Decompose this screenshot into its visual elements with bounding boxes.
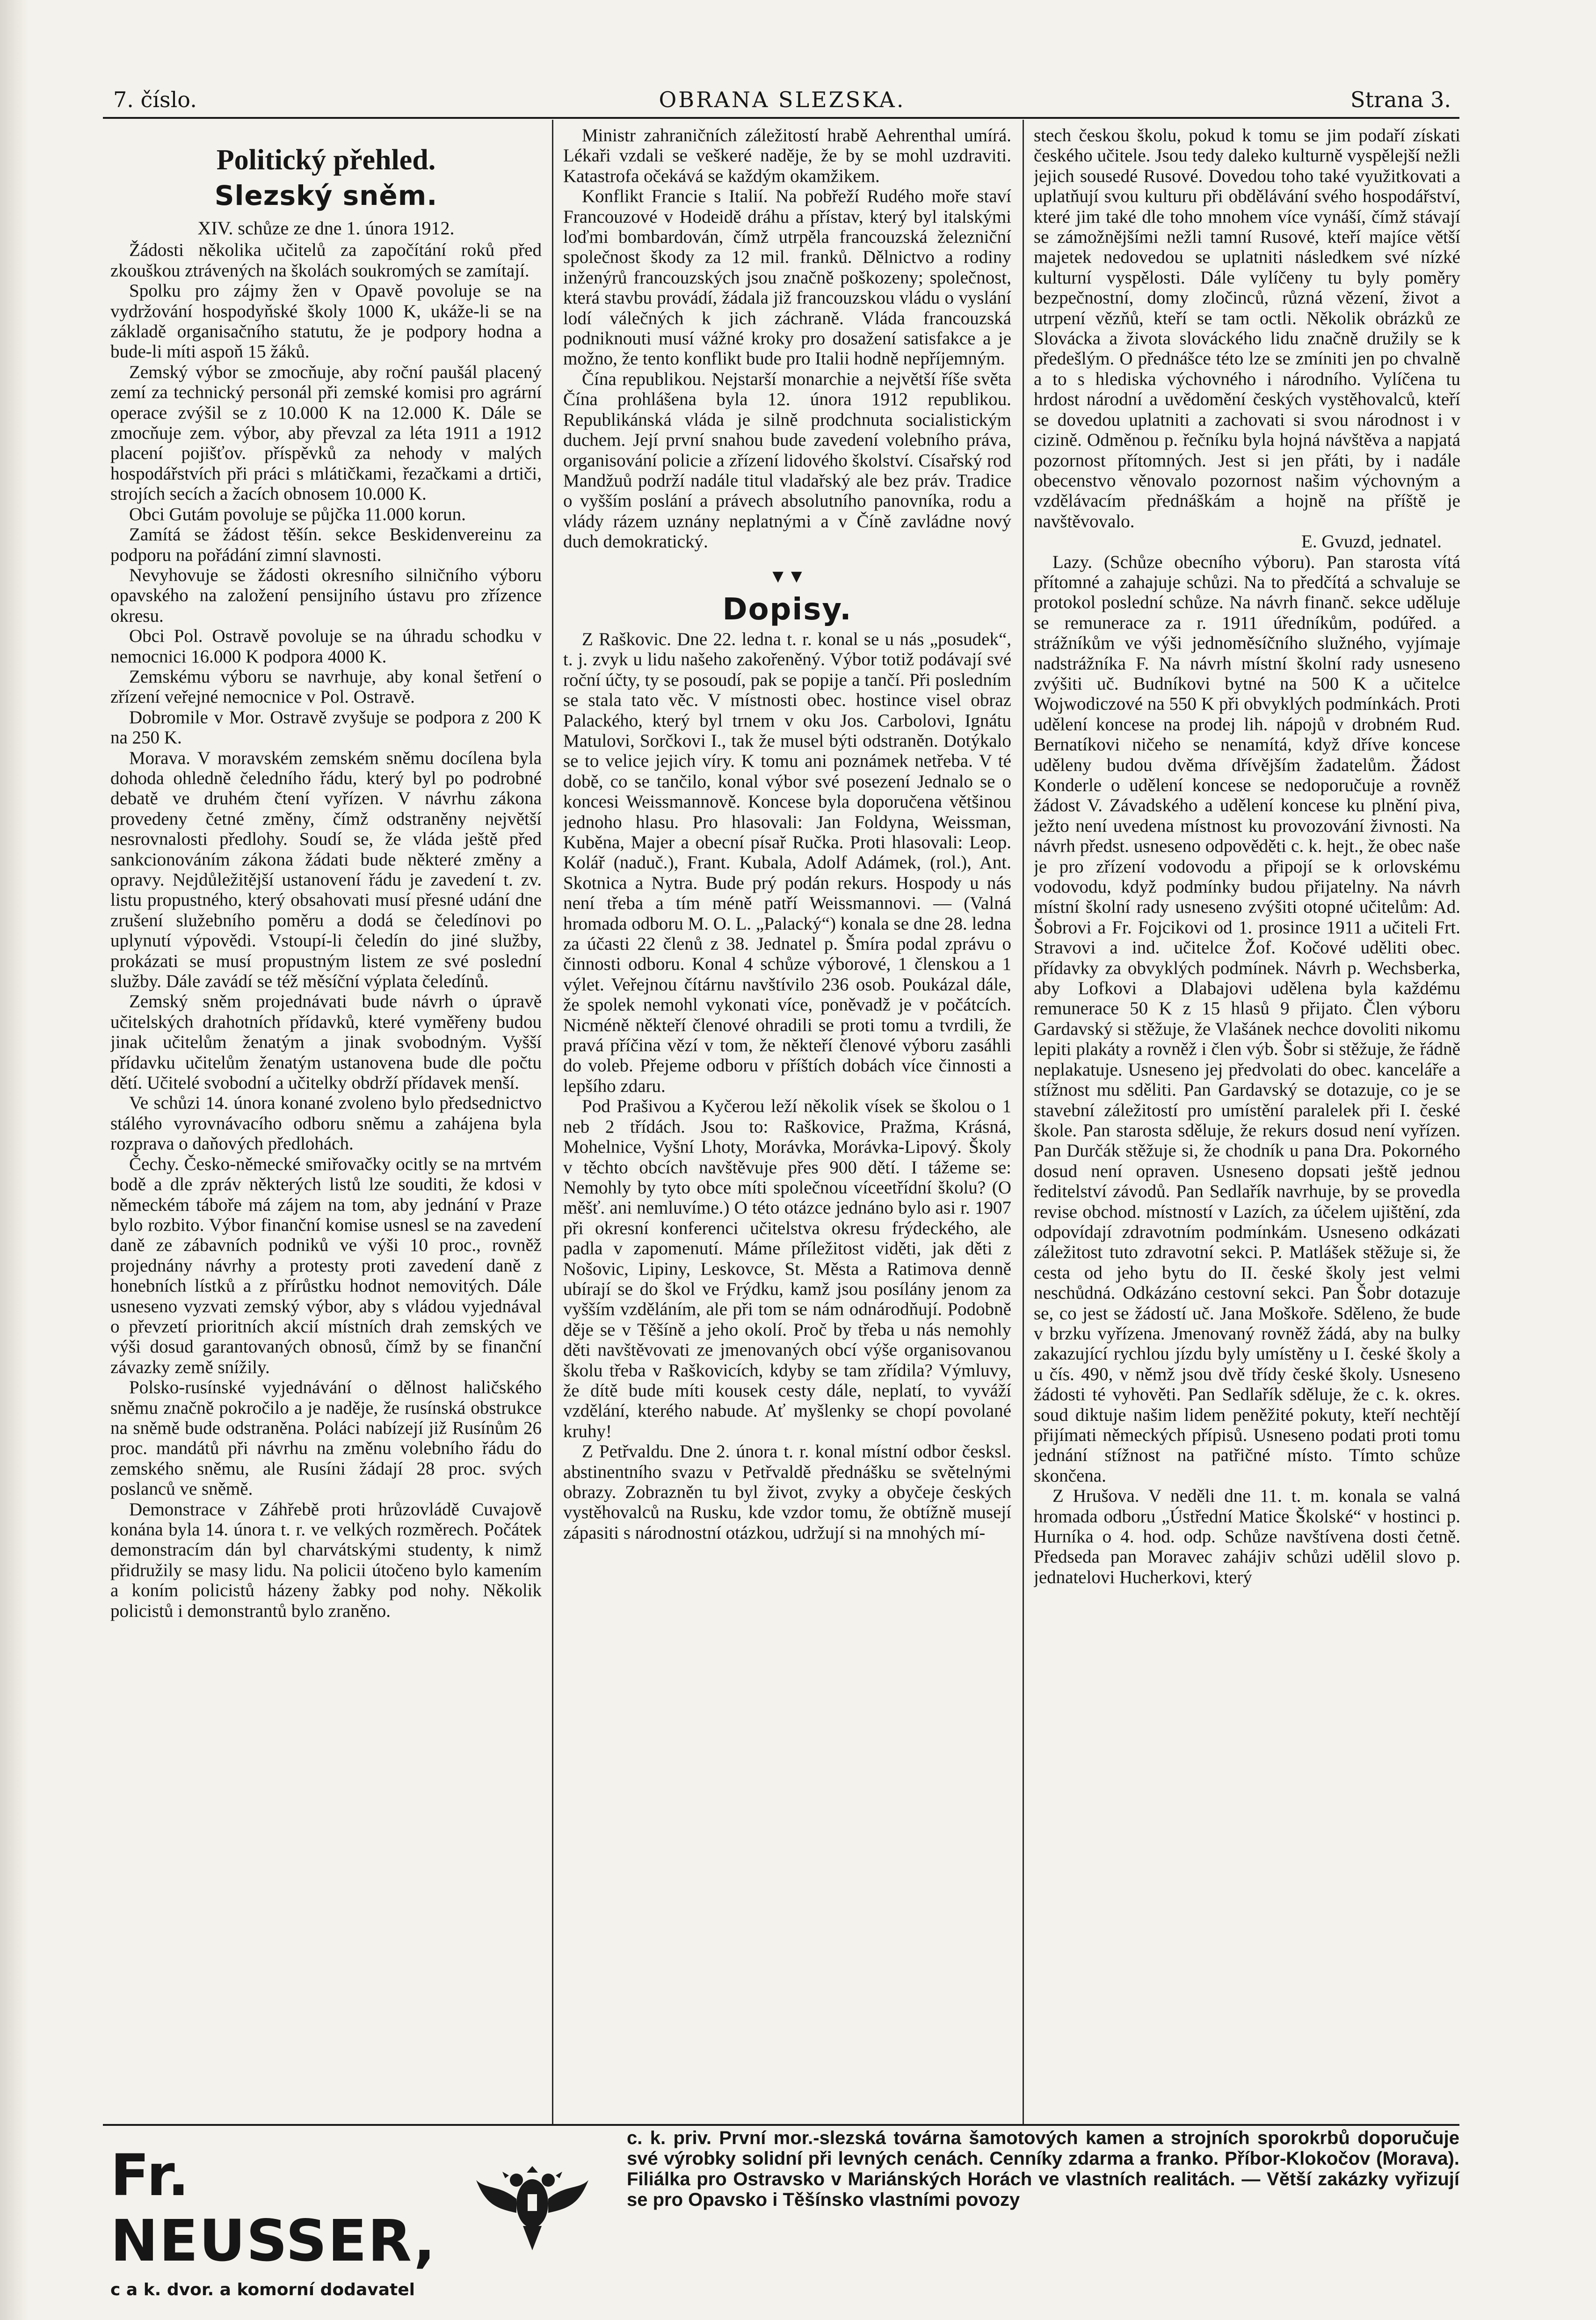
- double-headed-eagle-icon: [472, 2147, 593, 2260]
- page-number: Strana 3.: [1350, 87, 1451, 112]
- letter-paragraph: Z Hrušova. V neděli dne 11. t. m. konala se valná hromada odboru „Ústřední Matice Školské“ v hostinci p. Hurníka o 4. hod. odp. Schůze navštívena dosti četně. Předseda pan Moravec zahájiv schůzi udělil slovo p. jednatelovi Hucherkovi, který: [1034, 1486, 1460, 1587]
- article-paragraph: Nevyhovuje se žádosti okresního silničního výboru opavského na založení pensijního ústavu pro zřízence okresu.: [110, 565, 542, 626]
- article-paragraph: Čína republikou. Nejstarší monarchie a největší říše světa Čína prohlášena byla 12. února 1912 republikou. Republikánská vláda je silně prodchnuta socialistickým duchem. Její první snahou bude zavedení volebního práva, organisování policie a zřízení lidového školství. Císařský rod Mandžuů podrží nadále titul vladařský ale bez práv. Tradice o vyšším poslání a právech absolutního panovníka, rodu a vlády rázem uznány neplatnými a v Číně zavládne nový duch demokratický.: [563, 369, 1011, 552]
- article-paragraph: Ministr zahraničních záležitostí hrabě Aehrenthal umírá. Lékaři vzdali se veškeré naděje, že by se mohl uzdraviti. Katastrofa očekává se každým okamžikem.: [563, 125, 1011, 186]
- signature: E. Gvuzd, jednatel.: [1301, 531, 1442, 552]
- column-divider: [552, 120, 553, 2124]
- article-paragraph: Zemský výbor se zmocňuje, aby roční paušál placený zemí za technický personál při zemské komisi pro agrární operace zvýšil se z 10.000 K na 12.000 K. Dále se zmocňuje zem. výbor, aby převzal za léta 1911 a 1912 placení pojišťov. příspěvků za nehody v malých hospodářstvích při práci s mlátičkami, řezačkami a drtiči, strojích secích a žacích obnosem 10.000 K.: [110, 362, 542, 504]
- article-paragraph: Žádosti několika učitelů za započítání roků před zkouškou ztrávených na školách soukromých se zamítají.: [110, 240, 542, 281]
- advertisement-text: c. k. priv. První mor.-slezská továrna šamotových kamen a strojních sporokrbů doporučuje své výrobky solidní při levných cenách. Cenníky zdarma a franko. Příbor-Klokočov (Morava). Filiálka pro Ostravsko v Mariánských Horách ve vlastních realitách. — Větší zakázky vyřizují se pro Opavsko i Těšínsko vlastními povozy: [627, 2128, 1459, 2210]
- letter-paragraph: Lazy. (Schůze obecního výboru). Pan starosta vítá přítomné a zahajuje schůzi. Na to předčítá a schvaluje se protokol poslední schůze. Na návrh finanč. sekce uděluje se remunerace za r. 1911 úředníkům, podúřed. a strážníkům ve výši jednoměsíčního služného, vyjímaje nadstrážníka F. Na návrh místní školní rady usneseno zvýšiti uč. Budníkovi bytné na 500 K a učitelce Wojwodiczové na 550 K při obvyklých podmínkách. Proti udělení koncese na prodej lih. nápojů v drobném Rud. Bernatíkovi ničeho se nenamítá, když dříve koncese uděleny budou dvěma dřívějším žadatelům. Žádost Konderle o udělení koncese se nedoporučuje a rovněž žádost V. Závadského a udělení koncese ku plnění piva, ježto není uvedena místnost ku provozování živnosti. Na návrh předst. usneseno odpověděti c. k. hejt., že obec naše je pro zřízení vodovodu a připojí se k orlovskému vodovodu, když podmínky budou přijatelny. Na návrh místní školní rady usneseno zvýšiti otopné učitelům: Ad. Šobrovi a Fr. Fojcikovi od 1. prosince 1911 a učiteli Frt. Stravovi a ind. učitelce Žof. Kočové uděliti obec. přídavky za obvyklých podmínek. Návrh p. Wechsberka, aby Lofkovi a Dlabajovi udělena byla každému remunerace 50 K z 15 hlasů 9 přijato. Člen výboru Gardavský si stěžuje, že Vlašánek nechce dovoliti nikomu lepiti plakáty a rovněž i člen výb. Šobr si stěžuje, že řádně neplakatuje. Usneseno jej předvolati do obec. kanceláře a stížnost mu sděliti. Pan Gardavský se dotazuje, co je se stavební záležitostí pro umístění paralelek při I. české škole. Pan starosta sděluje, že rekurs dosud není vyřízen. Pan Durčák stěžuje si, že chodník u pana Dra. Pokorného dosud není opraven. Usneseno dopsati ještě jednou ředitelství závodů. Pan Sedlařík navrhuje, by se provedla revise obchod. místností v Lazích, za účelem ujištění, zda odpovídají zdravotním podmínkám. Usneseno odkázati záležitost tuto zdravotní sekci. P. Matlášek stěžuje si, že cesta od jeho bytu do II. české školy jest velmi neschůdná. Odkázáno cestovní sekci. Pan Šobr dotazuje se, co jest se žádostí uč. Jana Moškoře. Sděleno, že bude v brzku vyřízena. Jmenovaný rovněž žádá, aby na bulky zakazující rychlou jízdu byly umístěny u I. české školy a u čís. 490, v němž jsou dvě třídy české školy. Usneseno žádosti té vyhověti. Pan Sedlařík sděluje, že c. k. okres. soud diktuje našim lidem peněžité pokuty, kteří nechtějí přijímati německých přípisů. Usneseno podati proti tomu jednání stížnost na patřičné místo. Tímto schůze skončena.: [1034, 552, 1460, 1486]
- advertisement-text-block: [627, 2128, 1459, 2210]
- article-paragraph: Zemskému výboru se navrhuje, aby konal šetření o zřízení veřejné nemocnice v Pol. Ostravě.: [110, 666, 542, 707]
- column-3: [1034, 125, 1460, 2121]
- letter-paragraph: Z Petřvaldu. Dne 2. února t. r. konal místní odbor česksl. abstinentního svazu v Petřvaldě přednášku se světelnými obrazy. Zobrazněn tu byl život, zvyky a obyčeje českých vystěhovalců na Rusku, kde vzdor tomu, že obtížně musejí zápasiti s národnostní otázkou, udržují si na mnohých mí-: [563, 1441, 1011, 1543]
- column-1: [110, 125, 542, 2121]
- ornament-divider: ▼▼: [769, 565, 806, 587]
- letter-paragraph: Pod Prašivou a Kyčerou leží několik vísek se školou o 1 neb 2 třídách. Jsou to: Raškovice, Pražma, Krásná, Mohelnice, Vyšní Lhoty, Morávka, Morávka-Lipový. Školy v těchto obcích navštěvuje přes 900 dětí. I tážeme se: Nemohly by tyto obce míti společnou víceetřídní školu? (O měšť. ani nemluvíme.) O této otázce jednáno bylo asi r. 1907 při okresní konferenci učitelstva okresu frýdeckého, ale padla v zapomenutí. Máme příležitost viděti, jak děti z Nošovic, Lipiny, Leskovce, St. Města a Ratimova denně ubírají se do škol ve Frýdku, kamž jsou posílány jenom za vyšším vzděláním, ale při tom se nám odnárodňují. Podobně děje se v Těšíně a jeho okolí. Proč by třeba u nás nemohly děti navštěvovati ze jmenovaných obcí výše organisovanou školu třeba v Raškovicích, kdyby se tam zřídila? Výmluvy, že dítě bude míti kousek cesty dále, neplatí, to vyváží vzdělání, kterého nabude. Ať myšlenky se chopí povolané kruhy!: [563, 1096, 1011, 1441]
- advertisement-brand: Fr. NEUSSER,: [110, 2142, 436, 2274]
- article-paragraph: Konflikt Francie s Italií. Na pobřeží Rudého moře staví Francouzové v Hodeidě dráhu a přístav, který byl italskými loďmi bombardován, čímž utrpěla francouzská železniční společnost škody za 12 mil. franků. Dělnictvo a rodiny inženýrů francouzských jsou značně poškozeny; společnost, která stavbu provádí, žádala již francouzskou vládu o vyslání lodí válečných k jich záchraně. Vláda francouzská podniknouti musí vážné kroky pro dosažení satisfakce a je možno, že tento konflikt bude pro Italii hodně nepříjemným.: [563, 186, 1011, 369]
- column-2: [563, 125, 1011, 2121]
- article-paragraph: Obci Gutám povoluje se půjčka 11.000 korun.: [129, 504, 466, 524]
- article-paragraph: Dobromile v Mor. Ostravě zvyšuje se podpora z 200 K na 250 K.: [110, 707, 542, 748]
- letter-paragraph: Z Raškovic. Dne 22. ledna t. r. konal se u nás „posudek“, t. j. zvyk u lidu našeho zakořeněný. Výbor totiž podávají své roční účty, ty se posoudí, pak se popije a tančí. Při posledním se stala tato věc. V místnosti obec. hostince visel obraz Palackého, který byl trnem v oku Jos. Carbolovi, Ignátu Matulovi, Sorčkovi I., tak že musel býti odstraněn. Dotýkalo se to velice jejich víry. K tomu ani poznámek netřeba. V té době, co se tančilo, konal výbor své posezení Jednalo se o koncesi Weissmannově. Koncese byla doporučena většinou jednoho hlasu. Pro hlasovali: Jan Foldyna, Weissman, Kuběna, Majer a obecní písař Ručka. Proti hlasovali: Leop. Kolář (naduč.), Frant. Kubala, Adolf Adámek, (rol.), Ant. Skotnica a Nytra. Bude prý podán rekurs. Hospody u nás není třeba a tím méně patří Weissmannovi. — (Valná hromada odboru M. O. L. „Palacký“) konala se dne 28. ledna za účasti 22 členů z 38. Jednatel p. Šmíra podal zprávu o činnosti odboru. Konal 4 schůze výborové, 1 členskou a 1 výlet. Veřejnou čítárnu navštívilo 236 osob. Poukázal dále, že spolek nemohl vykonati více, poněvadž je v počátcích. Nicméně někteří členové ohradili se proti tomu a tvrdili, že pravá příčina vězí v tom, že někteří členové výboru zasáhli do voleb. Přejeme odboru v příštích dobách více činnosti a lepšího zdaru.: [563, 629, 1011, 1096]
- article-paragraph: Zamítá se žádost těšín. sekce Beskidenvereinu za podporu na pořádání zimní slavnosti.: [110, 524, 542, 565]
- session-heading: XIV. schůze ze dne 1. února 1912.: [197, 218, 455, 239]
- advertisement-rule: [103, 2124, 1459, 2126]
- article-paragraph: stech českou školu, pokud k tomu se jim podaří získati českého učitele. Jsou tedy daleko kulturně vyspělejší nežli jejich sousedé Rusové. Dovedou toho také využitkovati a uplatňují svou kulturu při obdělávání svého hospodářství, které jim také dle toho mnohem více vynáší, čímž stávají se zámožnějšími nežli tamní Rusové, kteří majíce větší majetek nedovedou se uplatniti následkem své nízké kulturní vyspělosti. Dále vylíčeny tu byly poměry bezpečnostní, domy zločinců, různá vězení, život a utrpení vězňů, kteří se tam octli. Několik obrázků ze Slovácka a života slováckého lidu značně družily se k předešlým. O přednášce této lze se zmíniti jen po chvalně a to s hlediska výchovného i národního. Vylíčena tu hrdost národní a uvědomění českých vystěhovalců, kteří se dovedou uplatniti a zachovati si svou národnost i v cizině. Odměnou p. řečníku byla hojná návštěva a napjatá pozornost přítomných. Jest si jen přáti, by i nadále obecenstvo věnovalo pozornost našim výchovným a vzdělávacím přednáškám a hojně na příště je navštěvovalo.: [1034, 125, 1460, 531]
- article-paragraph: Spolku pro zájmy žen v Opavě povoluje se na vydržování hospodyňské školy 1000 K, ukáže-li se na základě organisačního statutu, že je podpory hodna a bude-li míti aspoň 15 žáků.: [110, 281, 542, 362]
- advertisement-tagline: c a k. dvor. a komorní dodavatel: [110, 2280, 415, 2299]
- section-subtitle: Slezský sněm.: [214, 180, 438, 211]
- scan-shadow: [0, 0, 28, 2320]
- section-title: Politický přehled.: [216, 144, 436, 176]
- issue-number: 7. číslo.: [113, 87, 197, 112]
- page-header: [113, 87, 1451, 120]
- article-paragraph: Čechy. Česko-německé smiřovačky ocitly se na mrtvém bodě a dle zpráv některých listů lze souditi, že kdosi v německém táboře má zájem na tom, aby jednání v Praze bylo rozbito. Výbor finanční komise usnesl se na zavedení daně ze zábavních podniků ve výši 10 proc., rovněž projednány návrhy a protesty proti zavedení daně z honebních lístků a z přírůstku hodnot nemovitých. Dále usneseno vyzvati zemský výbor, aby s vládou vyjednával o převzetí prioritních akcií místních drah zemských ve výši dosud garantovaných obnosů, čímž by se finanční závazky země snížily.: [110, 1154, 542, 1377]
- column-divider: [1023, 120, 1024, 2124]
- article-paragraph: Demonstrace v Záhřebě proti hrůzovládě Cuvajově konána byla 14. února t. r. ve velkých rozměrech. Počátek demonstracím dán byl charvátskými studenty, k nimž přidružily se masy lidu. Na policii útočeno bylo kamením a koním policistů házeny žabky pod nohy. Několik policistů i demonstrantů bylo zraněno.: [110, 1499, 542, 1621]
- masthead-title: OBRANA SLEZSKA.: [659, 87, 906, 112]
- letters-section-title: Dopisy.: [722, 592, 852, 627]
- article-paragraph: Zemský sněm projednávati bude návrh o úpravě učitelských drahotních přídavků, které vyměřeny budou jinak učitelům ženatým a jinak svobodným. Vyšší přídavku učitelům ženatým ustanovena bude dle počtu dětí. Učitelé svobodní a učitelky obdrží přídavek menší.: [110, 991, 542, 1093]
- article-paragraph: Obci Pol. Ostravě povoluje se na úhradu schodku v nemocnici 16.000 K podpora 4000 K.: [110, 626, 542, 667]
- article-paragraph: Ve schůzi 14. února konané zvoleno bylo předsednictvo stálého vyrovnávacího odboru sněmu a zahájena byla rozprava o daňových předlohách.: [110, 1093, 542, 1154]
- article-paragraph: Morava. V moravském zemském sněmu docílena byla dohoda ohledně čeledního řádu, který byl po podrobné debatě ve druhém čtení vyřízen. V návrhu zákona provedeny četné změny, čímž odstraněny největší nesrovnalosti předlohy. Soudí se, že vláda ještě před sankcionováním zákona žádati bude některé změny a opravy. Nejdůležitější ustanovení řádu je zavedení t. zv. listu propustného, který obsahovati musí přesné udání dne zrušení služebního poměru a dodá se čeledínovi po uplynutí výpovědi. Vstoupí-li čeledín do jiné služby, prokázati se musí propustným listem ze své poslední služby. Dále zavádí se též měsíční výplata čeledínů.: [110, 748, 542, 992]
- header-rule: [103, 117, 1459, 119]
- article-paragraph: Polsko-rusínské vyjednávání o dělnost haličského sněmu značně pokročilo a je naděje, že rusínská obstrukce na sněmě bude odstraněna. Poláci nabízejí již Rusínům 26 proc. mandátů při návrhu na změnu volebního řádu do zemského sněmu, ale Rusíni žádají 28 proc. svých poslanců ve sněmě.: [110, 1377, 542, 1499]
- advertisement-brand-block: [110, 2142, 466, 2299]
